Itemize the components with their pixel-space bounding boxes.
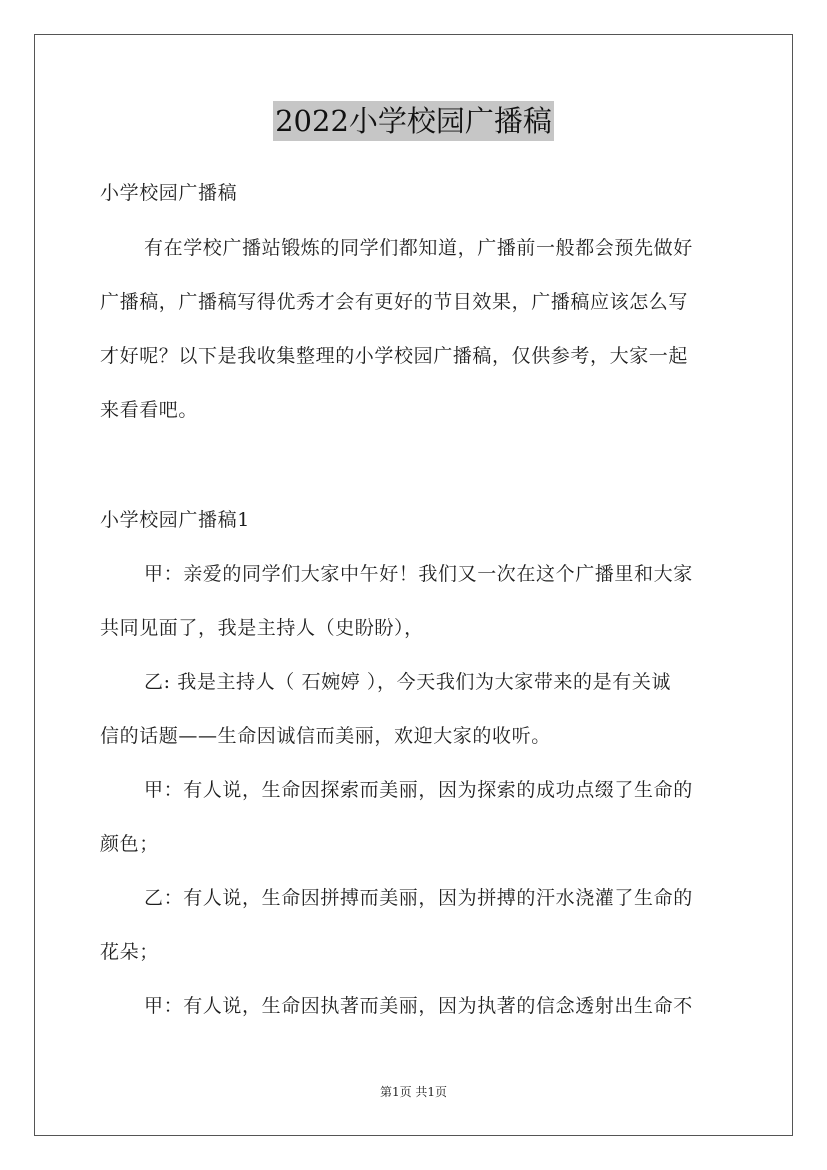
paragraph-line: 颜色； [100,833,159,855]
paragraph-line: 乙：有人说，生命因拼搏而美丽，因为拼搏的汗水浇灌了生命的 [144,887,693,909]
paragraph-line: 花朵； [100,941,159,963]
title-container [0,101,827,141]
paragraph-line: 乙: 我是主持人（ 石婉婷 ），今天我们为大家带来的是有关诚 [144,671,672,693]
paragraph-line: 甲：亲爱的同学们大家中午好！我们又一次在这个广播里和大家 [144,563,693,585]
paragraph-line: 共同见面了，我是主持人（史盼盼）， [100,617,424,639]
document-title: 2022小学校园广播稿 [273,101,554,141]
paragraph-line: 甲：有人说，生命因探索而美丽，因为探索的成功点缀了生命的 [144,779,693,801]
paragraph-line: 才好呢？以下是我收集整理的小学校园广播稿，仅供参考，大家一起 [100,345,689,367]
paragraph-line: 信的话题——生命因诚信而美丽，欢迎大家的收听。 [100,725,551,747]
paragraph-line: 广播稿，广播稿写得优秀才会有更好的节目效果，广播稿应该怎么写 [100,291,689,313]
paragraph-line: 甲：有人说，生命因执著而美丽，因为执著的信念透射出生命不 [144,995,693,1017]
paragraph-line: 来看看吧。 [100,399,199,421]
paragraph-line: 有在学校广播站锻炼的同学们都知道，广播前一般都会预先做好 [144,237,693,259]
subtitle-line: 小学校园广播稿 [100,182,238,204]
page-footer: 第1页 共1页 [379,1085,448,1099]
section-heading: 小学校园广播稿1 [100,509,250,531]
